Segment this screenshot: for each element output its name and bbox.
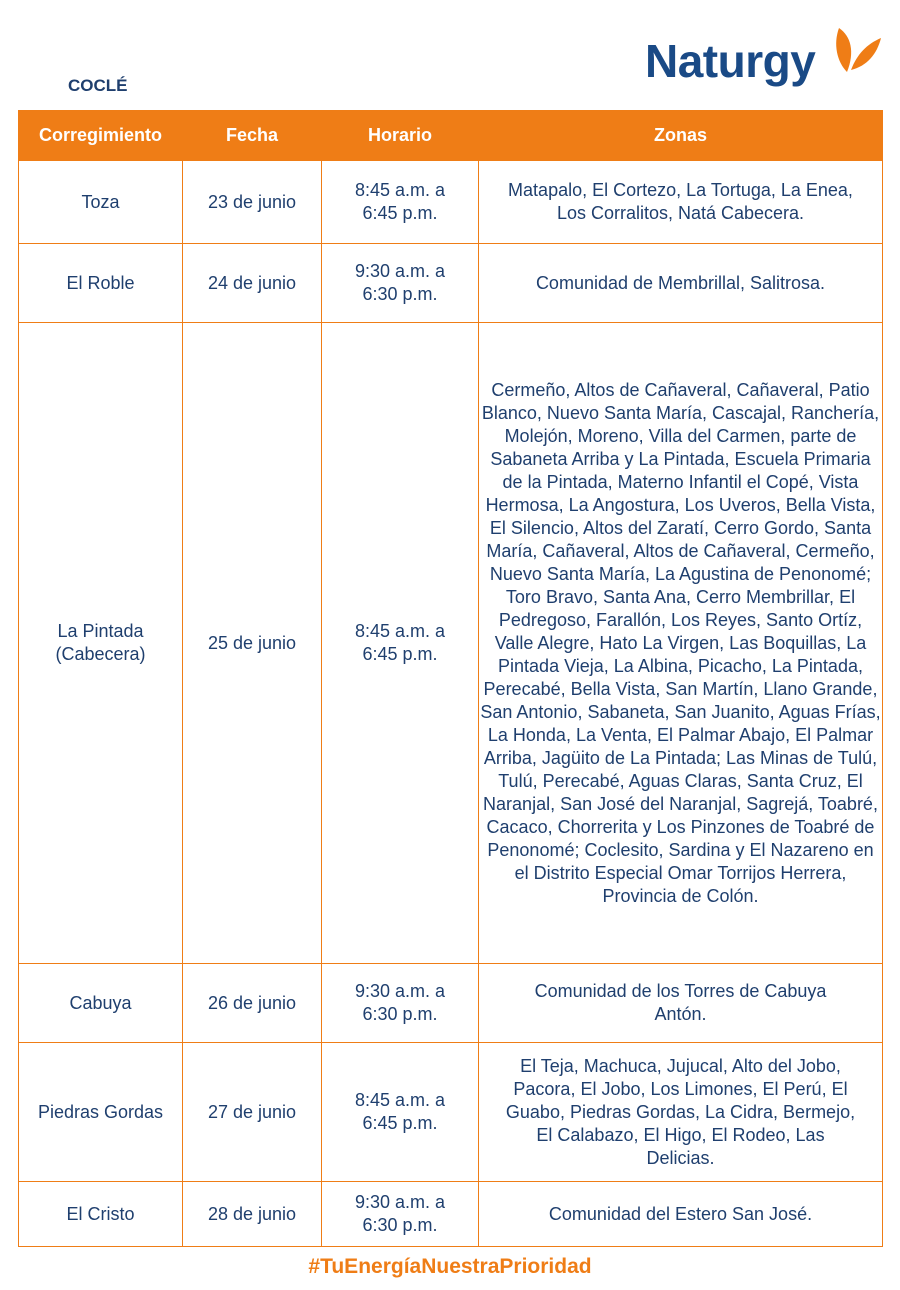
cell-fecha: 27 de junio bbox=[183, 1043, 322, 1182]
cell-corregimiento: Piedras Gordas bbox=[19, 1043, 183, 1182]
cell-fecha: 24 de junio bbox=[183, 244, 322, 323]
cell-horario: 9:30 a.m. a 6:30 p.m. bbox=[322, 964, 479, 1043]
cell-zonas: El Teja, Machuca, Jujucal, Alto del Jobo, Pacora, El Jobo, Los Limones, El Perú, El Guabo, Piedras Gordas, La Cidra, Bermejo, El Calabazo, El Higo, El Rodeo, Las Delicias. bbox=[479, 1043, 883, 1182]
table-row bbox=[19, 161, 883, 244]
cell-horario: 9:30 a.m. a 6:30 p.m. bbox=[322, 244, 479, 323]
naturgy-logo bbox=[645, 26, 885, 96]
brand-name: Naturgy bbox=[645, 35, 816, 87]
header-zonas: Zonas bbox=[479, 110, 883, 161]
cell-fecha: 25 de junio bbox=[183, 323, 322, 964]
table-row bbox=[19, 1182, 883, 1247]
cell-corregimiento: Cabuya bbox=[19, 964, 183, 1043]
cell-horario: 8:45 a.m. a 6:45 p.m. bbox=[322, 323, 479, 964]
cell-zonas: Cermeño, Altos de Cañaveral, Cañaveral, Patio Blanco, Nuevo Santa María, Cascajal, Ranchería, Molejón, Moreno, Villa del Carmen, parte de Sabaneta Arriba y La Pintada, Escuela Primaria de la Pintada, Materno Infantil el Copé, Vista Hermosa, La Angostura, Los Uveros, Bella Vista, El Silencio, Altos del Zaratí, Cerro Gordo, Santa María, Cañaveral, Altos de Cañaveral, Cermeño, Nuevo Santa María, La Agustina de Penonomé; Toro Bravo, Santa Ana, Cerro Membrillar, El Pedregoso, Farallón, Los Reyes, Santo Ortíz, Valle Alegre, Hato La Virgen, Las Boquillas, La Pintada Vieja, La Albina, Picacho, La Pintada, Perecabé, Bella Vista, San Martín, Llano Grande, San Antonio, Sabaneta, San Juanito, Aguas Frías, La Honda, La Venta, El Palmar Abajo, El Palmar Arriba, Jagüito de La Pintada; Las Minas de Tulú, Tulú, Perecabé, Aguas Claras, Santa Cruz, El Naranjal, San José del Naranjal, Sagrejá, Toabré, Cacaco, Chorrerita y Los Pinzones de Toabré de Penonomé; Coclesito, Sardina y El Nazareno en el Distrito Especial Omar Torrijos Herrera, Provincia de Colón. bbox=[479, 323, 883, 964]
table-row bbox=[19, 323, 883, 964]
butterfly-icon bbox=[833, 26, 883, 76]
cell-horario: 8:45 a.m. a 6:45 p.m. bbox=[322, 161, 479, 244]
header-fecha: Fecha bbox=[183, 110, 322, 161]
cell-horario: 9:30 a.m. a 6:30 p.m. bbox=[322, 1182, 479, 1247]
schedule-table bbox=[18, 110, 883, 1247]
cell-fecha: 23 de junio bbox=[183, 161, 322, 244]
table-row bbox=[19, 964, 883, 1043]
cell-corregimiento: El Cristo bbox=[19, 1182, 183, 1247]
campaign-hashtag: #TuEnergíaNuestraPrioridad bbox=[308, 1255, 592, 1278]
cell-zonas: Comunidad de Membrillal, Salitrosa. bbox=[479, 244, 883, 323]
cell-zonas: Comunidad del Estero San José. bbox=[479, 1182, 883, 1247]
table-header-row bbox=[19, 110, 883, 161]
cell-horario: 8:45 a.m. a 6:45 p.m. bbox=[322, 1043, 479, 1182]
cell-fecha: 28 de junio bbox=[183, 1182, 322, 1247]
cell-fecha: 26 de junio bbox=[183, 964, 322, 1043]
region-title: COCLÉ bbox=[68, 76, 128, 95]
header-horario: Horario bbox=[322, 110, 479, 161]
table-row bbox=[19, 244, 883, 323]
table-row bbox=[19, 1043, 883, 1182]
cell-corregimiento: El Roble bbox=[19, 244, 183, 323]
cell-zonas: Comunidad de los Torres de Cabuya Antón. bbox=[479, 964, 883, 1043]
cell-zonas: Matapalo, El Cortezo, La Tortuga, La Enea, Los Corralitos, Natá Cabecera. bbox=[479, 161, 883, 244]
header-corregimiento: Corregimiento bbox=[19, 110, 183, 161]
cell-corregimiento: Toza bbox=[19, 161, 183, 244]
cell-corregimiento: La Pintada (Cabecera) bbox=[19, 323, 183, 964]
